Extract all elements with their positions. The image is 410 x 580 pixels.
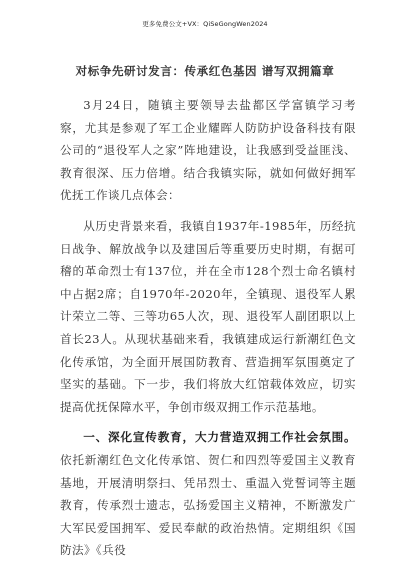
paragraph-intro: 3月24日，随镇主要领导去盐都区学富镇学习考察，尤其是参观了军工企业耀晖人防防护设备科技有限公司的“退役军人之家”阵地建设，让我感到受益匪浅、教育很深、压力倍增。结合我镇实际，就如何做好拥军优抚工作谈几点体会： [60, 98, 356, 203]
page-header: 更多免费公文+VX：QiSeGongWen2024 [142, 20, 268, 28]
document-body [60, 94, 356, 562]
document-title: 对标争先研讨发言：传承红色基因 谱写双拥篇章 [75, 64, 335, 78]
section-heading: 一、深化宣传教育，大力营造双拥工作社会氛围。 [83, 430, 356, 445]
paragraph-background: 从历史背景来看，我镇自1937年-1985年，历经抗日战争、解放战争以及建国后等重要历史时期，有据可稽的革命烈士有137位，并在全市128个烈士命名镇村中占据2席；自1970年-2020年，全镇现、退役军人累计荣立二等、三等功65人次，现、退役军人副团职以上首长23人。从现状基础来看，我镇建成运行新潮红色文化传承馆，为全面开展国防教育、营造拥军氛围奠定了坚实的基础。下一步，我们将放大红馆载体效应，切实提高优抚保障水平，争创市级双拥工作示范基地。 [60, 218, 356, 414]
section-text: 依托新潮红色文化传承馆、贺仁和四烈等爱国主义教育基地，开展清明祭扫、凭吊烈士、重温入党誓词等主题教育，传承烈士遗志，弘扬爱国主义精神，不断激发广大军民爱国拥军、爱民奉献的政治热情。定期组织《国防法》《兵役 [60, 452, 356, 558]
paragraph-section-one [60, 426, 356, 562]
